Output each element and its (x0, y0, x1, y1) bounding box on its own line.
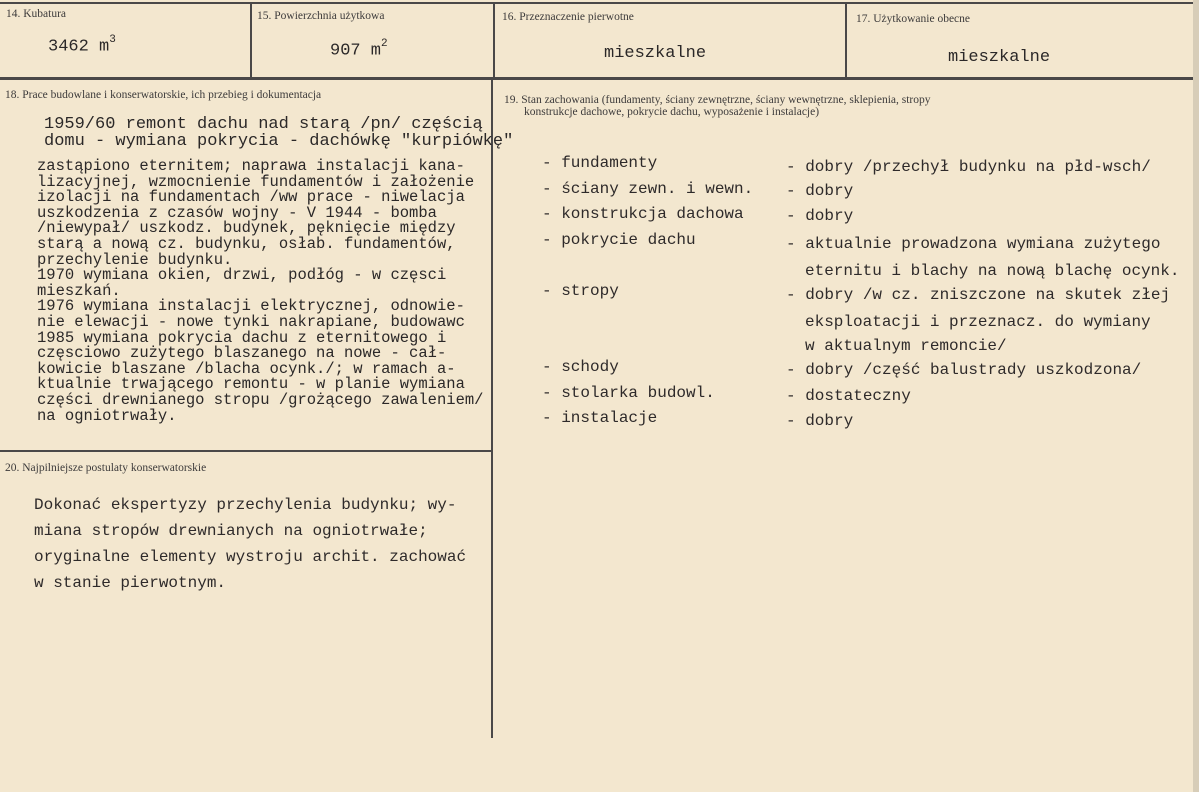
state-value: - dostateczny (786, 387, 911, 405)
field-20-text-line: Dokonać ekspertyzy przechylenia budynku; wy- (34, 496, 457, 514)
field-18-text-line: ktualnie trwającego remontu - w planie wymiana (37, 375, 465, 394)
state-value: - dobry /w cz. zniszczone na skutek złej (786, 286, 1171, 304)
field-20-text-line: oryginalne elementy wystroju archit. zachować (34, 548, 467, 566)
state-value: w aktualnym remoncie/ (805, 337, 1007, 355)
field-14-value (48, 36, 116, 57)
field-18-text-line: na ogniotrwały. (37, 406, 177, 425)
field-17-label: 17. Użytkowanie obecne (856, 13, 971, 25)
state-value: - aktualnie prowadzona wymiana zużytego (786, 235, 1161, 253)
page-edge (1193, 0, 1199, 792)
field-16-label: 16. Przeznaczenie pierwotne (502, 11, 634, 23)
field-18-text-block (37, 159, 483, 424)
col-divider-main (491, 78, 493, 738)
row-divider-20 (0, 450, 493, 452)
state-value: - dobry (786, 412, 854, 430)
state-element: - instalacje (542, 409, 658, 427)
col-divider-15-16 (493, 2, 495, 78)
state-element: - pokrycie dachu (542, 231, 696, 249)
field-18-text-line: zastąpiono eternitem; naprawa instalacji kana- (37, 157, 465, 175)
field-18-text-line: lizacyjnej, wzmocnienie fundamentów i założenie (37, 172, 475, 191)
col-divider-16-17 (845, 2, 847, 78)
field-15-value (330, 40, 388, 61)
state-value: - dobry (786, 207, 854, 225)
kubatura-unit-exponent: 3 (109, 34, 116, 46)
state-element: - stolarka budowl. (542, 384, 715, 402)
field-17-value: mieszkalne (948, 48, 1051, 67)
field-19-label-line-2: konstrukcje dachowe, pokrycie dachu, wyposażenie i instalacje) (524, 106, 820, 118)
powierzchnia-unit-exponent: 2 (381, 38, 388, 50)
state-element: - fundamenty (542, 154, 658, 172)
col-divider-14-15 (250, 2, 252, 78)
field-18-text-line: uszkodzenia z czasów wojny - V 1944 - bomba (37, 203, 437, 222)
field-19-label-line-1: 19. Stan zachowania (fundamenty, ściany zewnętrzne, ściany wewnętrzne, sklepienia, stropy (504, 94, 931, 106)
state-value: - dobry /przechył budynku na płd-wsch/ (786, 158, 1151, 176)
state-element: - ściany zewn. i wewn. (542, 180, 754, 198)
field-18-text-line: 1985 wymiana pokrycia dachu z eternitowego i (37, 328, 447, 347)
row-divider-top (0, 77, 1193, 80)
powierzchnia-value: 907 m (330, 41, 382, 61)
state-element: - schody (542, 358, 619, 376)
field-15-label: 15. Powierzchnia użytkowa (257, 10, 385, 22)
field-20-text-line: w stanie pierwotnym. (34, 574, 227, 592)
field-18-line-1: 1959/60 remont dachu nad starą /pn/ częścią (44, 115, 483, 134)
field-18-text-line: częsciowo zużytego blaszanego na nowe - cał- (37, 344, 447, 363)
state-value: - dobry /część balustrady uszkodzona/ (786, 361, 1142, 379)
state-value: eternitu i blachy na nową blachę ocynk. (805, 262, 1180, 280)
field-18-text-line: przechylenie budynku. (37, 250, 233, 269)
kubatura-value: 3462 m (48, 37, 110, 57)
field-18-text-line: /niewypał/ uszkodz. budynek, pęknięcie między (37, 219, 456, 238)
field-16-value: mieszkalne (604, 44, 707, 63)
field-18-label: 18. Prace budowlane i konserwatorskie, ich przebieg i dokumentacja (5, 89, 322, 101)
field-14-label: 14. Kubatura (6, 8, 67, 20)
field-18-text-line: 1976 wymiana instalacji elektrycznej, odnowie- (37, 297, 465, 316)
top-border (0, 2, 1193, 4)
field-18-text-line: mieszkań. (37, 281, 121, 300)
field-20-text-line: miana stropów drewnianych na ogniotrwałe; (34, 522, 428, 540)
field-18-text-line: 1970 wymiana okien, drzwi, podłóg - w częsci (37, 266, 447, 285)
field-18-text-line: kowicie blaszane /blacha ocynk./; w ramach a- (37, 359, 456, 378)
field-20-text-block (34, 492, 466, 596)
state-value: eksploatacji i przeznacz. do wymiany (805, 313, 1151, 331)
state-element: - konstrukcja dachowa (542, 205, 744, 223)
field-20-label: 20. Najpilniejsze postulaty konserwatorskie (5, 462, 207, 474)
field-18-text-line: starą a nową cz. budynku, osłab. fundamentów, (37, 234, 456, 253)
field-18-line-2: domu - wymiana pokrycia - dachówkę "kurpiówkę" (44, 132, 514, 151)
field-18-text-line: izolacji na fundamentach /ww prace - niwelacja (37, 188, 465, 207)
state-value: - dobry (786, 182, 854, 200)
field-18-text-line: nie elewacji - nowe tynki nakrapiane, budowawc (37, 312, 465, 331)
field-18-text-line: części drewnianego stropu /grożącego zawaleniem/ (37, 390, 484, 409)
state-element: - stropy (542, 282, 619, 300)
